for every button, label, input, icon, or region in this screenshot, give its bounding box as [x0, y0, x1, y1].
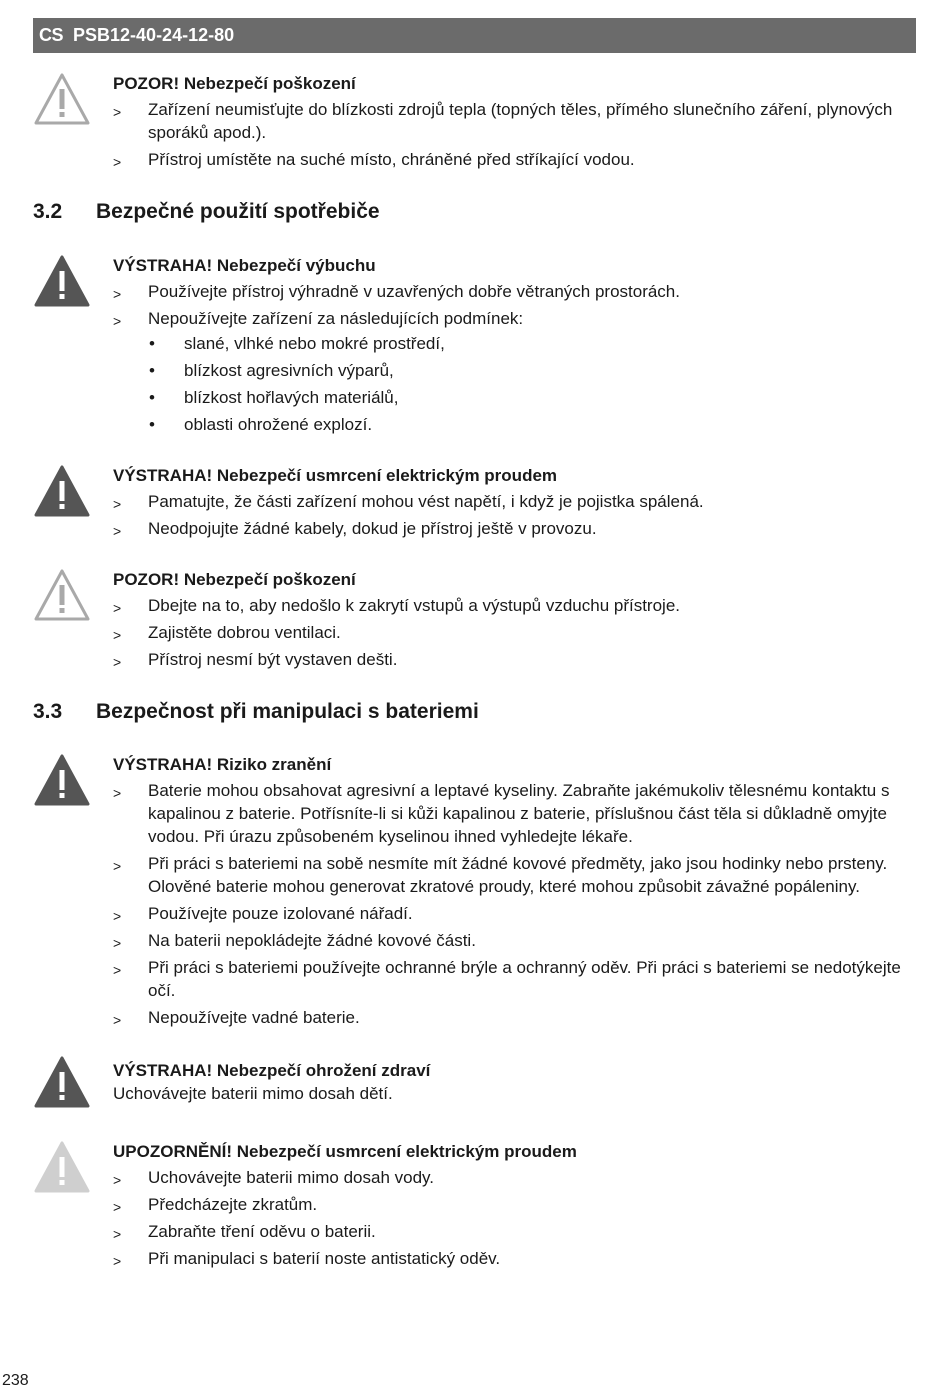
warning-title: VÝSTRAHA! Nebezpečí usmrcení elektrickým proudem	[113, 466, 558, 485]
warning-title: POZOR! Nebezpečí poškození	[113, 74, 356, 93]
list-marker: >	[113, 654, 122, 670]
list-item: > Baterie mohou obsahovat agresivní a leptavé kyseliny. Zabraňte jakémukoliv tělesnému kontaktu s kapalinou z baterie. Potřísníte-li si kůži kapalinou z baterie, příslušnou část těla si důkladně omyjte vodou. Při úrazu způsobeném kyselinou ihned vyhledejte lékaře.	[113, 781, 890, 846]
warning-triangle-icon	[33, 1055, 91, 1109]
bullet-item: • blízkost hořlavých materiálů,	[149, 388, 399, 407]
model-number: PSB12-40-24-12-80	[73, 25, 235, 45]
list-marker: >	[113, 627, 122, 643]
caution-triangle-icon	[33, 72, 91, 126]
list-item: > Při práci s bateriemi používejte ochranné brýle a ochranný oděv. Při práci s bateriemi se nedotýkejte očí.	[113, 958, 901, 1000]
list-marker: >	[113, 785, 122, 801]
warning-title: VÝSTRAHA! Nebezpečí výbuchu	[113, 256, 376, 275]
bullet-item: • oblasti ohrožené explozí.	[149, 415, 373, 434]
list-marker: >	[113, 496, 122, 512]
list-marker: >	[113, 1253, 122, 1269]
warning-title: UPOZORNĚNÍ! Nebezpečí usmrcení elektrickým proudem	[113, 1142, 577, 1161]
list-item: > Při práci s bateriemi na sobě nesmíte mít žádné kovové předměty, jako jsou hodinky nebo prsteny. Olověné baterie mohou generovat zkratové proudy, které mohou způsobit závažné popáleniny.	[113, 854, 888, 896]
list-item: > Neodpojujte žádné kabely, dokud je přístroj ještě v provozu.	[113, 517, 913, 540]
section-title: Bezpečnost při manipulaci s bateriemi	[96, 700, 479, 723]
list-marker: >	[113, 1226, 122, 1242]
list-marker: >	[113, 313, 122, 329]
section-title: Bezpečné použití spotřebiče	[96, 200, 380, 223]
warning-triangle-icon	[33, 464, 91, 518]
warning-triangle-icon	[33, 254, 91, 308]
list-item: > Nepoužívejte vadné baterie.	[113, 1006, 913, 1029]
bullet-item: • blízkost agresivních výparů,	[149, 361, 394, 380]
list-marker: >	[113, 962, 122, 978]
list-item: > Nepoužívejte zařízení za následujících podmínek:	[113, 307, 913, 330]
list-marker: >	[113, 1199, 122, 1215]
list-item: > Zařízení neumisťujte do blízkosti zdrojů tepla (topných těles, přímého slunečního záření, plynových sporáků apod.).	[113, 100, 893, 142]
list-item: > Přístroj umístěte na suché místo, chráněné před stříkající vodou.	[113, 148, 913, 171]
list-marker: >	[113, 1012, 122, 1028]
notice-triangle-icon	[33, 1140, 91, 1194]
section-number: 3.3	[33, 700, 63, 723]
list-item: > Používejte přístroj výhradně v uzavřených dobře větraných prostorách.	[113, 280, 913, 303]
list-marker: >	[113, 523, 122, 539]
list-marker: >	[113, 154, 122, 170]
list-marker: >	[113, 286, 122, 302]
list-item: > Dbejte na to, aby nedošlo k zakrytí vstupů a výstupů vzduchu přístroje.	[113, 594, 913, 617]
list-marker: >	[113, 1172, 122, 1188]
list-item: > Pamatujte, že části zařízení mohou vést napětí, i když je pojistka spálená.	[113, 490, 913, 513]
list-item: > Předcházejte zkratům.	[113, 1193, 913, 1216]
warning-title: POZOR! Nebezpečí poškození	[113, 570, 356, 589]
list-item: > Na baterii nepokládejte žádné kovové části.	[113, 929, 913, 952]
page-number: 238	[2, 1372, 29, 1389]
warning-triangle-icon	[33, 753, 91, 807]
list-marker: >	[113, 104, 122, 120]
language-code: CS	[39, 25, 64, 45]
list-marker: >	[113, 935, 122, 951]
section-number: 3.2	[33, 200, 63, 223]
list-item: > Zabraňte tření oděvu o baterii.	[113, 1220, 913, 1243]
warning-text: Uchovávejte baterii mimo dosah dětí.	[113, 1084, 393, 1103]
section-heading-3-3	[33, 698, 479, 726]
section-heading-3-2	[33, 198, 380, 226]
list-item: > Používejte pouze izolované nářadí.	[113, 902, 913, 925]
list-marker: >	[113, 908, 122, 924]
list-marker: >	[113, 600, 122, 616]
warning-title: VÝSTRAHA! Riziko zranění	[113, 755, 332, 774]
list-item: > Při manipulaci s baterií noste antistatický oděv.	[113, 1247, 913, 1270]
list-item: > Zajistěte dobrou ventilaci.	[113, 621, 913, 644]
bullet-item: • slané, vlhké nebo mokré prostředí,	[149, 334, 445, 353]
header-bar	[33, 18, 916, 53]
list-item: > Uchovávejte baterii mimo dosah vody.	[113, 1166, 913, 1189]
warning-title: VÝSTRAHA! Nebezpečí ohrožení zdraví	[113, 1061, 431, 1080]
list-marker: >	[113, 858, 122, 874]
list-item: > Přístroj nesmí být vystaven dešti.	[113, 648, 913, 671]
caution-triangle-icon	[33, 568, 91, 622]
